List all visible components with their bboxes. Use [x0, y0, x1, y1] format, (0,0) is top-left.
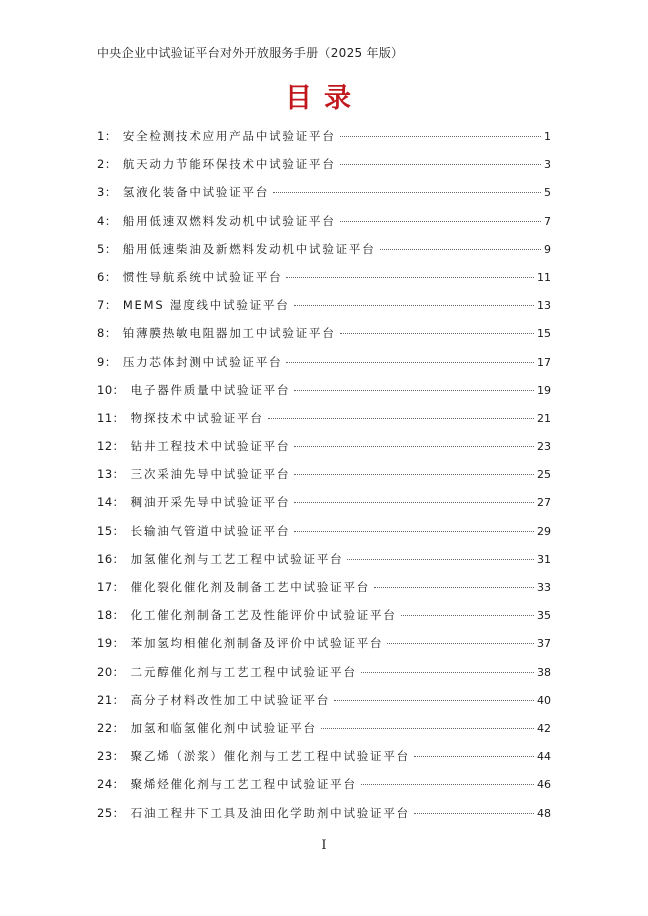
toc-entry-page: 38: [537, 665, 551, 679]
toc-entry-page: 23: [537, 440, 551, 454]
toc-entry-page: 40: [537, 693, 551, 707]
toc-entry-title: 钻井工程技术中试验证平台: [130, 439, 291, 454]
toc-entry-number: 10：: [97, 382, 125, 397]
toc-dot-leader: [268, 418, 534, 419]
toc-title: 目录: [285, 83, 363, 114]
toc-entry[interactable]: [97, 799, 551, 827]
toc-dot-leader: [294, 474, 534, 475]
toc-entry-number: 23：: [97, 749, 125, 764]
toc-entry[interactable]: [97, 658, 551, 686]
toc-entry-page: 35: [537, 609, 551, 623]
toc-entry-number: 19：: [97, 636, 125, 651]
toc-entry[interactable]: [97, 122, 551, 150]
toc-entry-title: 化工催化剂制备工艺及性能评价中试验证平台: [130, 608, 397, 623]
toc-dot-leader: [414, 756, 534, 757]
toc-entry-number: 20：: [97, 664, 125, 679]
toc-dot-leader: [374, 587, 534, 588]
toc-entry-number: 13：: [97, 467, 125, 482]
toc-entry-title: 催化裂化催化剂及制备工艺中试验证平台: [130, 580, 371, 594]
toc-entry[interactable]: [97, 573, 551, 601]
toc-entry-page: 46: [537, 778, 551, 792]
toc-entry-page: 44: [537, 750, 551, 764]
toc-dot-leader: [347, 559, 534, 560]
toc-entry-page: 31: [537, 552, 551, 566]
toc-entry-title: 氢液化装备中试验证平台: [122, 185, 270, 200]
toc-entry[interactable]: [97, 150, 551, 178]
toc-dot-leader: [361, 784, 534, 785]
toc-dot-leader: [340, 164, 541, 165]
toc-entry-title: 高分子材料改性加工中试验证平台: [130, 692, 331, 707]
toc-dot-leader: [294, 502, 534, 503]
toc-entry-number: 25：: [97, 805, 125, 820]
toc-entry[interactable]: [97, 291, 551, 319]
running-header: 中央企业中试验证平台对外开放服务手册（2025 年版）: [97, 46, 404, 60]
toc-entry-page: 1: [544, 130, 551, 143]
toc-entry-page: 29: [537, 524, 551, 538]
toc-entry-number: 1：: [97, 129, 117, 143]
toc-entry-title: 加氢催化剂与工艺工程中试验证平台: [130, 551, 344, 566]
toc-entry-title: 稠油开采先导中试验证平台: [130, 495, 291, 510]
toc-entry[interactable]: [97, 348, 551, 376]
toc-entry-number: 18：: [97, 608, 125, 623]
toc-dot-leader: [380, 249, 541, 250]
toc-entry-number: 14：: [97, 495, 125, 510]
toc-entry[interactable]: [97, 488, 551, 516]
toc-entry-number: 15：: [97, 523, 125, 538]
toc-entry-number: 11：: [97, 410, 125, 425]
toc-entry[interactable]: [97, 404, 551, 432]
toc-entry-title: 聚烯烃催化剂与工艺工程中试验证平台: [130, 777, 357, 792]
toc-dot-leader: [294, 390, 534, 391]
toc-entry-page: 25: [537, 468, 551, 482]
toc-dot-leader: [321, 728, 534, 729]
toc-entry-page: 19: [537, 383, 551, 397]
toc-entry-title: MEMS 湿度线中试验证平台: [122, 298, 290, 313]
toc-dot-leader: [387, 643, 534, 644]
toc-entry-page: 33: [537, 581, 551, 594]
toc-entry[interactable]: [97, 629, 551, 657]
toc-entry-page: 9: [544, 242, 551, 256]
toc-entry-page: 5: [544, 186, 551, 200]
toc-entry-title: 三次采油先导中试验证平台: [130, 467, 291, 482]
toc-entry-title: 船用低速柴油及新燃料发动机中试验证平台: [122, 241, 376, 256]
toc-entry-number: 4：: [97, 213, 117, 228]
toc-entry[interactable]: [97, 545, 551, 573]
toc-entry-title: 船用低速双燃料发动机中试验证平台: [122, 213, 336, 228]
toc-dot-leader: [414, 813, 534, 814]
toc-dot-leader: [294, 531, 534, 532]
toc-entry-number: 16：: [97, 551, 125, 566]
toc-entry-number: 6：: [97, 269, 117, 284]
toc-entry-title: 聚乙烯（淤浆）催化剂与工艺工程中试验证平台: [130, 749, 410, 764]
toc-dot-leader: [286, 362, 534, 363]
toc-entry[interactable]: [97, 686, 551, 714]
toc-entry-page: 27: [537, 496, 551, 510]
toc-entry-page: 3: [544, 158, 551, 172]
toc-entry[interactable]: [97, 432, 551, 460]
toc-entry-title: 电子器件质量中试验证平台: [130, 382, 291, 397]
toc-entry-page: 7: [544, 214, 551, 228]
toc-entry[interactable]: [97, 714, 551, 742]
toc-entry-page: 21: [537, 411, 551, 425]
toc-entry-number: 22：: [97, 720, 125, 735]
toc-entry-number: 3：: [97, 185, 117, 200]
toc-entry[interactable]: [97, 601, 551, 629]
toc-entry-title: 惯性导航系统中试验证平台: [122, 269, 283, 284]
toc-dot-leader: [286, 277, 534, 278]
toc-dot-leader: [294, 446, 534, 447]
toc-entry-title: 航天动力节能环保技术中试验证平台: [122, 157, 336, 172]
toc-entry-page: 48: [537, 806, 551, 820]
toc-entry-page: 17: [537, 355, 551, 369]
toc-dot-leader: [340, 333, 534, 334]
toc-dot-leader: [340, 221, 541, 222]
toc-entry-number: 17：: [97, 580, 125, 594]
toc-entry-title: 压力芯体封测中试验证平台: [122, 354, 283, 369]
toc-entry[interactable]: [97, 207, 551, 235]
toc-entry-page: 15: [537, 327, 551, 341]
toc-dot-leader: [334, 700, 534, 701]
toc-entry-title: 物探技术中试验证平台: [130, 410, 264, 425]
toc-entry[interactable]: [97, 376, 551, 404]
toc-entry[interactable]: [97, 770, 551, 798]
toc-entry-number: 24：: [97, 777, 125, 792]
toc-entry-title: 二元醇催化剂与工艺工程中试验证平台: [130, 664, 357, 679]
toc-entry-number: 9：: [97, 354, 117, 369]
toc-entry-number: 21：: [97, 692, 125, 707]
toc-entry-title: 长输油气管道中试验证平台: [130, 523, 291, 538]
toc-dot-leader: [273, 192, 541, 193]
toc-entry-title: 安全检测技术应用产品中试验证平台: [122, 129, 336, 143]
toc-entry-number: 12：: [97, 439, 125, 454]
toc-entry-page: 13: [537, 299, 551, 313]
toc-entry-number: 5：: [97, 241, 117, 256]
toc-dot-leader: [340, 136, 541, 137]
toc-entry-title: 铂薄膜热敏电阻器加工中试验证平台: [122, 326, 336, 341]
toc-entry-number: 8：: [97, 326, 117, 341]
toc-entry-title: 石油工程井下工具及油田化学助剂中试验证平台: [130, 805, 410, 820]
toc-list: [97, 122, 551, 827]
toc-dot-leader: [361, 672, 534, 673]
toc-entry[interactable]: [97, 235, 551, 263]
toc-entry[interactable]: [97, 460, 551, 488]
toc-entry-number: 2：: [97, 157, 117, 172]
toc-dot-leader: [401, 615, 534, 616]
toc-entry[interactable]: [97, 263, 551, 291]
toc-entry[interactable]: [97, 742, 551, 770]
toc-entry[interactable]: [97, 178, 551, 206]
toc-entry-title: 加氢和临氢催化剂中试验证平台: [130, 720, 317, 735]
toc-entry-number: 7：: [97, 298, 117, 313]
toc-entry[interactable]: [97, 517, 551, 545]
toc-entry-title: 苯加氢均相催化剂制备及评价中试验证平台: [130, 636, 384, 651]
toc-dot-leader: [294, 305, 534, 306]
toc-entry-page: 37: [537, 637, 551, 651]
toc-entry-page: 42: [537, 721, 551, 735]
page-number: I: [321, 838, 327, 853]
toc-entry[interactable]: [97, 319, 551, 347]
toc-entry-page: 11: [537, 270, 551, 284]
